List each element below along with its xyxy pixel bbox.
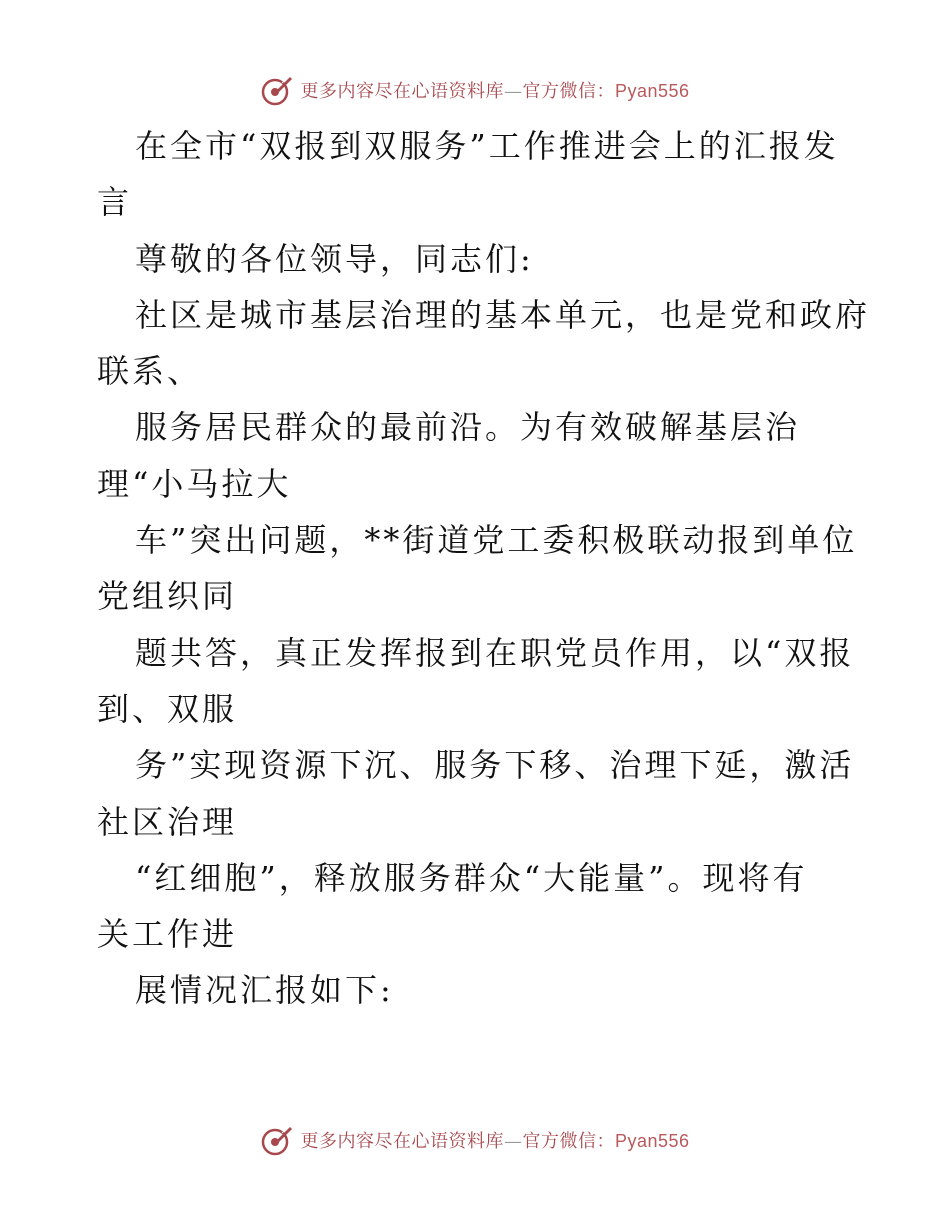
paragraph-line: 服务居民群众的最前沿。为有效破解基层治 — [135, 408, 801, 447]
watermark-separator: — — [503, 81, 523, 102]
watermark-wechat-id: Pyan556 — [614, 1131, 690, 1151]
watermark-wechat-label: 官方微信： — [522, 81, 615, 102]
document-body — [97, 118, 871, 1019]
watermark-wechat-label: 官方微信： — [522, 1131, 615, 1152]
footer-watermark — [0, 1120, 950, 1160]
paragraph-line: 题共答，真正发挥报到在职党员作用，以“双报 — [135, 633, 855, 672]
watermark-brand: 更多内容尽在心语资料库 — [300, 81, 504, 102]
paragraph-line: 党组织同 — [97, 577, 238, 616]
document-title-line-2: 言 — [97, 183, 133, 222]
paragraph-line: “红细胞”，释放服务群众“大能量”。现将有 — [135, 858, 808, 897]
paragraph-line: 社区是城市基层治理的基本单元，也是党和政府 — [135, 295, 871, 334]
document-title-line-1: 在全市“双报到双服务”工作推进会上的汇报发 — [135, 127, 839, 165]
watermark-brand: 更多内容尽在心语资料库 — [300, 1131, 504, 1152]
paragraph-line: 到、双服 — [97, 689, 238, 728]
quill-pen-logo-icon — [260, 1123, 294, 1157]
paragraph-line: 车”突出问题，**街道党工委积极联动报到单位 — [135, 521, 858, 560]
paragraph-line: 社区治理 — [97, 802, 238, 841]
paragraph-line: 理“小马拉大 — [97, 464, 292, 503]
quill-pen-logo-icon — [260, 73, 294, 107]
paragraph-line: 务”实现资源下沉、服务下移、治理下延，激活 — [135, 746, 855, 785]
watermark-text — [300, 77, 689, 103]
header-watermark — [0, 70, 950, 110]
watermark-wechat-id: Pyan556 — [614, 81, 690, 101]
salutation: 尊敬的各位领导，同志们: — [135, 239, 534, 278]
paragraph-line: 关工作进 — [97, 915, 238, 954]
watermark-text — [300, 1127, 689, 1153]
paragraph-line: 展情况汇报如下: — [135, 971, 394, 1010]
watermark-separator: — — [503, 1131, 523, 1152]
paragraph-line: 联系、 — [97, 352, 203, 391]
